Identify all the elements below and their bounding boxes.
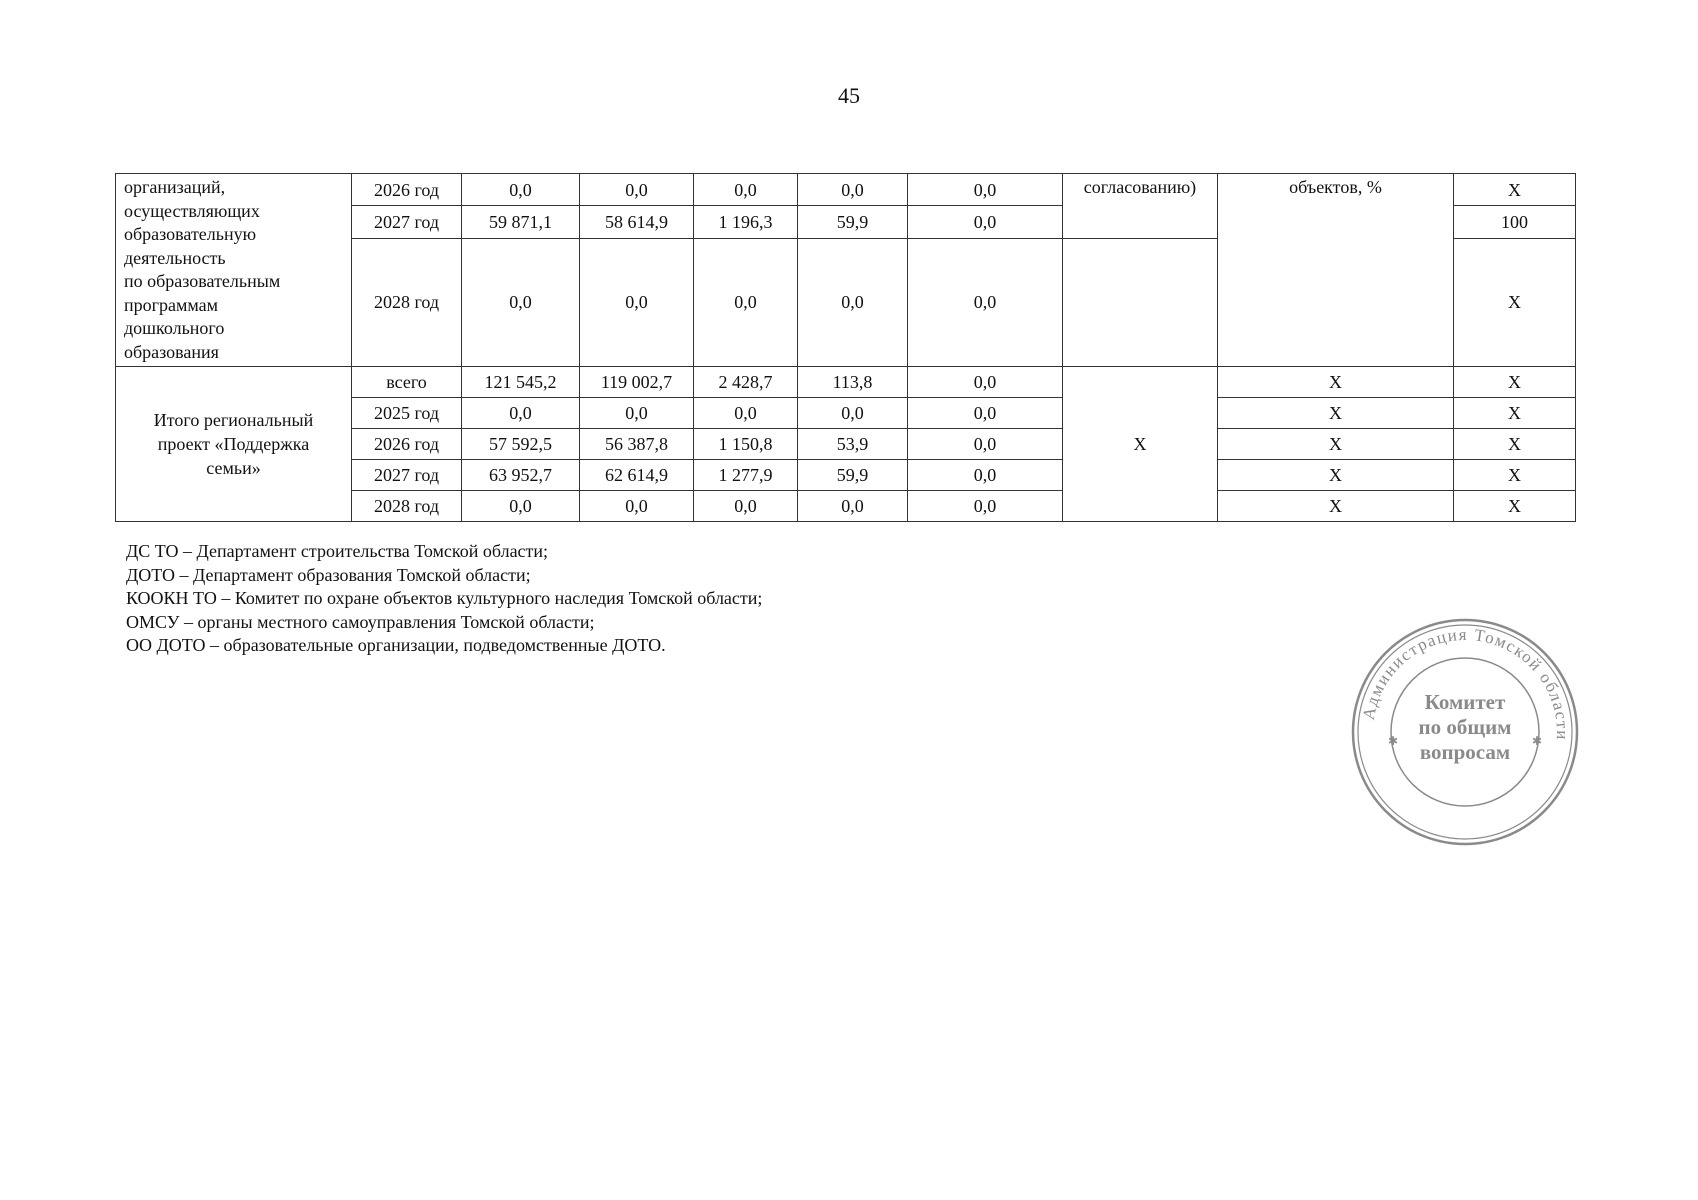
budget-table (115, 173, 1576, 522)
federal-cell: 0,0 (580, 174, 694, 206)
local-cell: 53,9 (798, 429, 908, 460)
indicator-name-cell: Х (1218, 398, 1454, 429)
footnote: ОО ДОТО – образовательные организации, подведомственные ДОТО. (126, 635, 666, 655)
stamp-star-right: ✱ (1532, 734, 1543, 748)
year-cell: 2026 год (352, 429, 462, 460)
page-number: 45 (838, 83, 860, 108)
indicator-name-cell: Х (1218, 429, 1454, 460)
regional-cell: 0,0 (694, 174, 798, 206)
federal-cell: 0,0 (580, 238, 694, 366)
regional-cell: 2 428,7 (694, 367, 798, 398)
indicator-value-cell: Х (1454, 238, 1576, 366)
indicator-name-cell: Х (1218, 491, 1454, 522)
total-label: Итого региональный проект «Поддержка семьи» (153, 410, 314, 478)
stamp-ring-text: Администрация Томской области (1358, 624, 1573, 742)
footnote: ОМСУ – органы местного самоуправления Томской области; (126, 611, 595, 632)
year-cell: 2025 год (352, 398, 462, 429)
stamp-center-line-3: вопросам (1419, 740, 1511, 764)
total-cell: 0,0 (462, 491, 580, 522)
other-cell: 0,0 (908, 238, 1063, 366)
footnotes (126, 540, 762, 658)
year-cell: 2026 год (352, 174, 462, 206)
regional-cell: 1 277,9 (694, 460, 798, 491)
stamp-star-left: ✱ (1388, 734, 1399, 748)
federal-cell: 56 387,8 (580, 429, 694, 460)
indicator-name-cell: Х (1218, 367, 1454, 398)
stamp-center-line-2: по общим (1418, 715, 1512, 739)
local-cell: 0,0 (798, 238, 908, 366)
total-label-cell (116, 367, 352, 522)
federal-cell: 0,0 (580, 398, 694, 429)
federal-cell: 0,0 (580, 491, 694, 522)
table-row (116, 174, 1576, 206)
total-cell: 59 871,1 (462, 206, 580, 238)
local-cell: 0,0 (798, 398, 908, 429)
year-cell: 2028 год (352, 491, 462, 522)
federal-cell: 119 002,7 (580, 367, 694, 398)
federal-cell: 62 614,9 (580, 460, 694, 491)
footnote: ДОТО – Департамент образования Томской области; (126, 564, 531, 585)
indicator-value-cell: Х (1454, 174, 1576, 206)
official-stamp (1350, 617, 1580, 847)
other-cell: 0,0 (908, 206, 1063, 238)
year-cell: 2027 год (352, 460, 462, 491)
group-name: организаций, осуществляющих образовательную деятельность по образовательным программам дошкольного образования (124, 177, 281, 362)
total-row (116, 367, 1576, 398)
indicator-name-cell: Х (1218, 460, 1454, 491)
local-cell: 59,9 (798, 460, 908, 491)
regional-cell: 1 150,8 (694, 429, 798, 460)
indicator-value-cell: Х (1454, 429, 1576, 460)
indicator-value-cell: Х (1454, 460, 1576, 491)
indicator-value-cell: 100 (1454, 206, 1576, 238)
regional-cell: 0,0 (694, 398, 798, 429)
other-cell: 0,0 (908, 429, 1063, 460)
other-cell: 0,0 (908, 174, 1063, 206)
indicator-value-cell: Х (1454, 398, 1576, 429)
total-cell: 0,0 (462, 174, 580, 206)
executor-cell-empty (1063, 238, 1218, 366)
indicator-value-cell: Х (1454, 491, 1576, 522)
total-cell: 0,0 (462, 398, 580, 429)
total-cell: 0,0 (462, 238, 580, 366)
federal-cell: 58 614,9 (580, 206, 694, 238)
total-cell: 121 545,2 (462, 367, 580, 398)
other-cell: 0,0 (908, 398, 1063, 429)
regional-cell: 0,0 (694, 238, 798, 366)
year-cell: 2027 год (352, 206, 462, 238)
total-cell: 57 592,5 (462, 429, 580, 460)
local-cell: 113,8 (798, 367, 908, 398)
footnote: ДС ТО – Департамент строительства Томской области; (126, 541, 549, 561)
year-cell: 2028 год (352, 238, 462, 366)
local-cell: 59,9 (798, 206, 908, 238)
total-executor-cell: Х (1063, 367, 1218, 522)
year-cell: всего (352, 367, 462, 398)
local-cell: 0,0 (798, 174, 908, 206)
group-name-cell (116, 174, 352, 367)
footnote: КООКН ТО – Комитет по охране объектов культурного наследия Томской области; (126, 588, 763, 608)
regional-cell: 1 196,3 (694, 206, 798, 238)
other-cell: 0,0 (908, 460, 1063, 491)
indicator-value-cell: Х (1454, 367, 1576, 398)
local-cell: 0,0 (798, 491, 908, 522)
regional-cell: 0,0 (694, 491, 798, 522)
executor-cell: согласованию) (1063, 174, 1218, 239)
stamp-center-line-1: Комитет (1424, 690, 1506, 714)
other-cell: 0,0 (908, 367, 1063, 398)
total-cell: 63 952,7 (462, 460, 580, 491)
other-cell: 0,0 (908, 491, 1063, 522)
indicator-name-cell: объектов, % (1218, 174, 1454, 367)
